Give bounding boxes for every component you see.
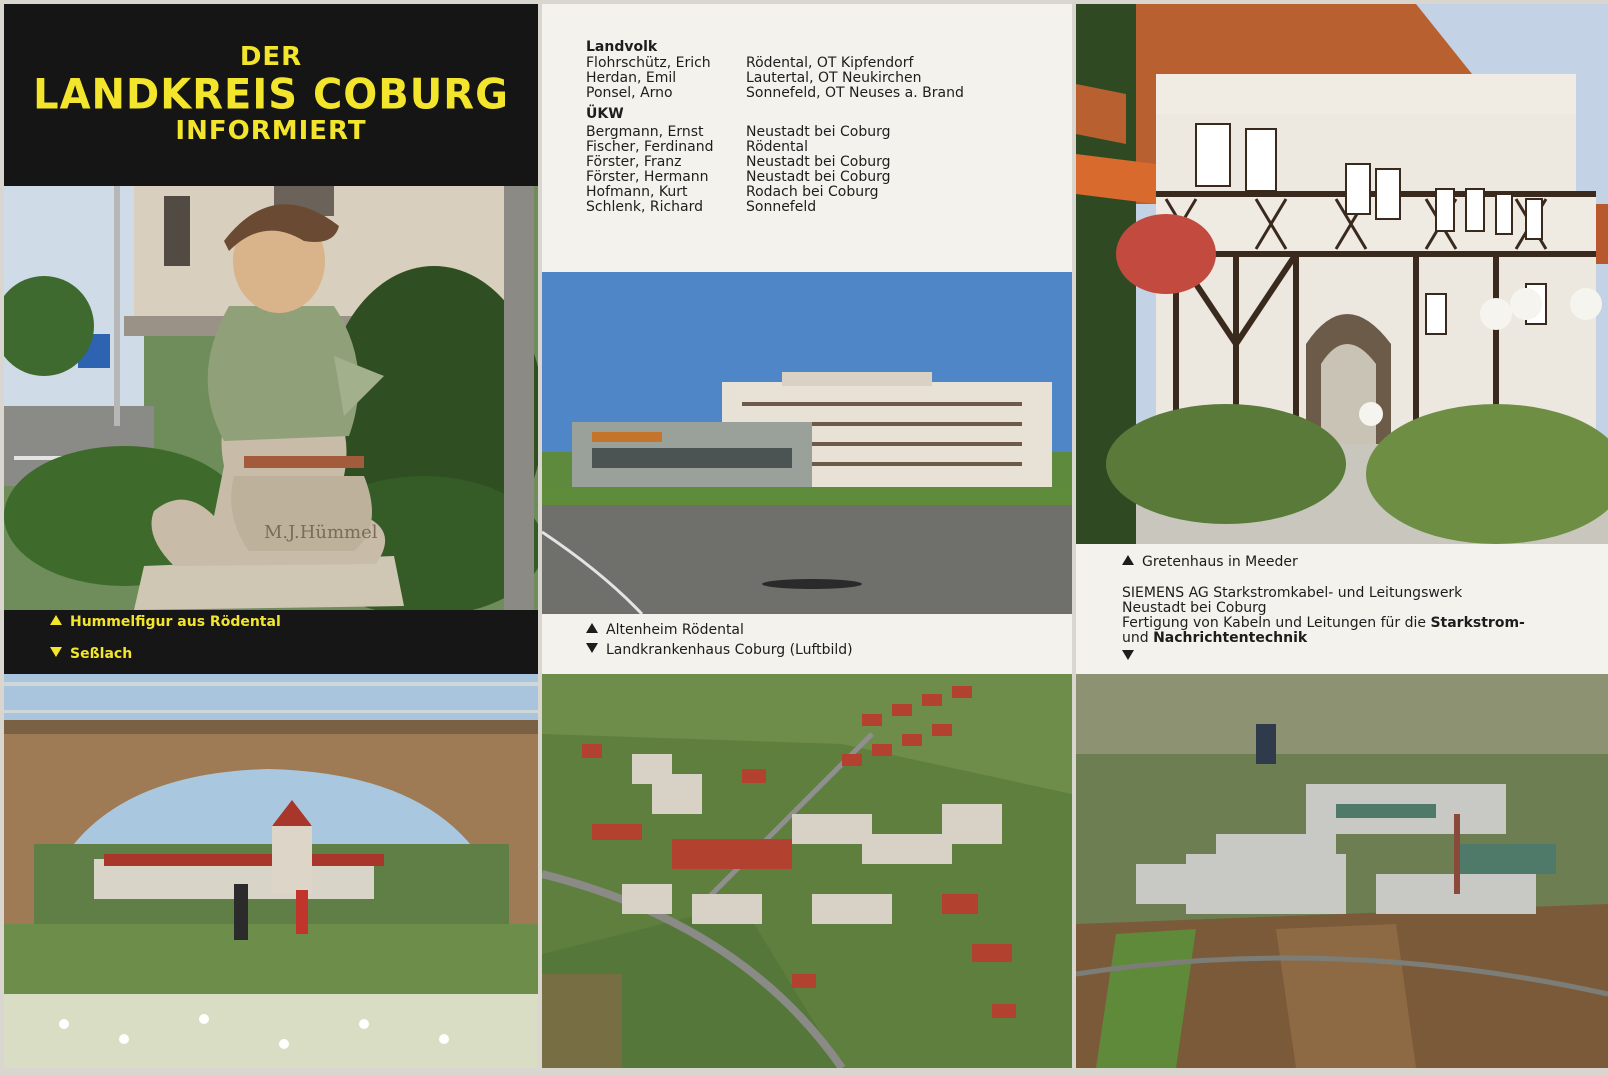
caption-altenheim: Altenheim Rödental	[586, 620, 744, 640]
caption-landkrankenhaus: Landkrankenhaus Coburg (Luftbild)	[586, 640, 853, 660]
altenheim-photo	[542, 272, 1072, 614]
cover-title-block	[4, 4, 538, 186]
triangle-down-icon	[1122, 650, 1134, 660]
list-item: Fischer, Ferdinand Rödental	[586, 139, 808, 155]
landkrankenhaus-aerial-photo	[542, 674, 1072, 1068]
caption-sesslach: Seßlach	[50, 646, 132, 662]
title-landkreis-coburg: LANDKREIS COBURG	[33, 70, 509, 120]
title-informiert: INFORMIERT	[175, 116, 367, 146]
list-item: Hofmann, Kurt Rodach bei Coburg	[586, 184, 879, 200]
siemens-line-4: und Nachrichtentechnik	[1122, 630, 1308, 646]
triangle-down-icon	[50, 647, 62, 657]
group-heading: ÜKW	[586, 106, 624, 122]
title-der: DER	[239, 42, 303, 72]
list-item: Bergmann, Ernst Neustadt bei Coburg	[586, 124, 891, 140]
list-item: Förster, Franz Neustadt bei Coburg	[586, 154, 891, 170]
triangle-up-icon	[586, 623, 598, 633]
members-panel	[542, 4, 1072, 1068]
list-item: Schlenk, Richard Sonnefeld	[586, 199, 817, 215]
siemens-factory-aerial-photo	[1076, 674, 1608, 1068]
sesslach-bridge-photo	[4, 674, 538, 1068]
triangle-up-icon	[50, 615, 62, 625]
siemens-line-2: Neustadt bei Coburg	[1122, 600, 1267, 616]
list-item: Herdan, Emil Lautertal, OT Neukirchen	[586, 70, 922, 86]
triangle-down-icon	[586, 643, 598, 653]
gretenhaus-photo	[1076, 4, 1608, 544]
siemens-line-1: SIEMENS AG Starkstromkabel- und Leitungswerk	[1122, 585, 1463, 601]
cover-panel	[4, 4, 538, 1068]
list-item: Ponsel, Arno Sonnefeld, OT Neuses a. Brand	[586, 85, 964, 101]
members-list	[586, 40, 964, 215]
hummel-figure-photo	[4, 186, 538, 610]
siemens-line-3: Fertigung von Kabeln und Leitungen für die Starkstrom-	[1122, 615, 1525, 631]
list-item: Flohrschütz, Erich Rödental, OT Kipfendorf	[586, 55, 914, 71]
list-item: Förster, Hermann Neustadt bei Coburg	[586, 169, 891, 185]
statue-signature: M.J.Hümmel	[264, 522, 378, 543]
group-heading: Landvolk	[586, 39, 658, 55]
siemens-caption	[1122, 586, 1562, 665]
caption-hummel: Hummelfigur aus Rödental	[50, 614, 281, 630]
triangle-up-icon	[1122, 555, 1134, 565]
caption-gretenhaus: Gretenhaus in Meeder	[1122, 552, 1298, 572]
siemens-caption-arrow	[1122, 650, 1562, 665]
gretenhaus-siemens-panel	[1076, 4, 1608, 1068]
